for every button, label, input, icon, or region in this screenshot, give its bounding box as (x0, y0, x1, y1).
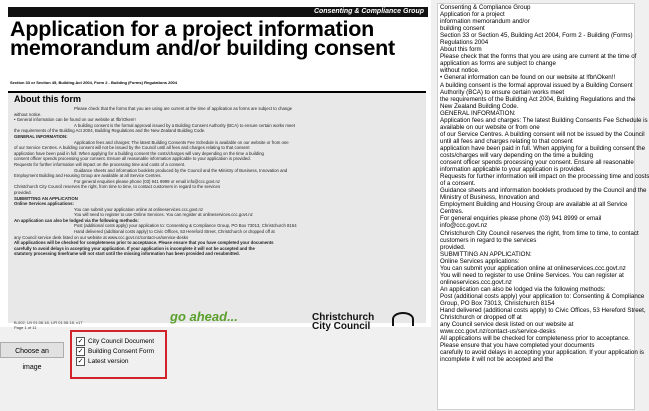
choose-image-button[interactable]: Choose an image (0, 342, 64, 358)
extracted-text-panel[interactable] (437, 3, 649, 410)
checkbox-row[interactable] (76, 346, 154, 356)
checkbox-label: Latest version (88, 357, 129, 365)
text-panel-line: Christchurch or dropped off at (440, 314, 522, 322)
text-panel-line: until all fees and charges relating to that consent (440, 137, 573, 145)
text-panel-line: Hand delivered (additional costs apply) to Civic Offices, 53 Hereford Street, (440, 307, 646, 315)
document-body-line: Online Services applications: (14, 201, 74, 207)
text-panel-line: Ministry of Business, Innovation and (440, 194, 540, 202)
text-panel-line: Employment Building and Housing Group are available at all Service (440, 201, 628, 209)
document-body-line: SUBMITTING AN APPLICATION (14, 195, 78, 201)
text-panel-line: Please ensure that you have completed your documents (440, 342, 595, 350)
footer-code (14, 320, 83, 330)
document-body-line: application have been paid in full. When applying for a building consent the costs/charges will vary depending on the time a building (14, 150, 264, 156)
document-body-line: Requests for further information will impact on the processing time and costs of a consent. (14, 161, 186, 167)
text-panel-line: of our Service Centres. A building consent will not be issued by the Council (440, 130, 645, 138)
document-body-line: A building consent is the formal approval issued by a Building Consent Authority (BCA) to ensure certain works meet (74, 122, 295, 128)
document-subtitle: Section 33 or Section 45, Building Act 2004, Form 2 - Building (Forms) Regulations 2004 (10, 80, 177, 85)
slogan: go ahead... (170, 309, 238, 324)
text-panel-line: available on our website or from one (440, 123, 540, 131)
text-panel-line: Application fees and charges: The latest Building Consents Fee Schedule is (440, 116, 648, 124)
text-panel-line: A building consent is the formal approval issued by a Building Consent (440, 81, 633, 89)
document-body-line: You will need to register to use Online Services. You can register at onlineservices.ccc.govt.nz (74, 212, 253, 218)
text-panel-line: the requirements of the Building Act 2004, Building Regulations and the (440, 95, 636, 103)
text-panel-line: For general enquiries please phone (03) 941 8999 or email (440, 215, 602, 223)
document-body-line: Guidance sheets and information booklets produced by the Council and the Ministry of Business, Innovation and (74, 167, 288, 173)
text-panel-line: of a consent. (440, 180, 476, 188)
classification-checkbox-group (70, 330, 167, 379)
text-panel-line: www.ccc.govt.nz/contact-us/service-desks (440, 328, 556, 336)
text-panel-line: carefully to avoid delays in accepting your application. If your application is (440, 349, 644, 357)
text-panel-line: Regulations 2004 (440, 39, 489, 47)
text-panel-line: customers in regard to the services (440, 236, 537, 244)
document-body-line: • General information can be found on our website at !fbr\Oken!! (14, 117, 136, 123)
text-panel-line: Application for a project (440, 11, 505, 19)
text-panel-line: onlineservices.ccc.govt.nz (440, 278, 512, 286)
text-panel-line: provided. (440, 243, 466, 251)
document-body-line: All applications will be checked for completeness prior to acceptance. Please ensure that you have completed your documents (14, 240, 274, 246)
checkbox[interactable] (76, 337, 85, 346)
text-panel-line: Group, PO Box 73013, Christchurch 8154 (440, 299, 555, 307)
council-name (312, 313, 374, 331)
document-body-line: An application can also be lodged via the following methods: (14, 217, 139, 223)
text-panel-line: Authority (BCA) to ensure certain works meet (440, 88, 565, 96)
document-body-line: Please check that the forms that you are using are current at the time of application as forms are subject to change (74, 106, 293, 111)
footer-page-text: Page 1 of 11 (14, 325, 37, 330)
document-title: Application for a project information memorandum and/or building consent (10, 17, 395, 60)
document-body-line: Post (additional costs apply) your application to: Consenting & Compliance Group, PO Box 73013, Christchurch 8154 (74, 223, 297, 229)
document-body-line: consent officer spends processing your consent. Ensure all reasonable information applicable to your application is provided. (14, 156, 251, 162)
text-panel-line: info@ccc.govt.nz (440, 222, 488, 230)
document-body-line: any Council service desk listed on our website at www.ccc.govt.nz/contact-us/service-desks (14, 234, 189, 240)
document-body-line: statutory processing timeframe will not start until the missing information has been provided and resubmitted. (14, 251, 240, 257)
council-name-line1: Christchurch (312, 312, 375, 323)
text-panel-line: application have been paid in full. When applying for a building consent the (440, 144, 646, 152)
about-heading: About this form (14, 94, 81, 104)
document-body-line: carefully to avoid delays in accepting your application. If your application is incomplete it will not be accepted and the (14, 245, 255, 251)
text-panel-line: building consent (440, 25, 485, 33)
text-panel-line: • General information can be found on our website at !fbr\Oken!! (440, 74, 616, 82)
document-body (14, 106, 422, 257)
text-panel-line: information memorandum and/or (440, 18, 530, 26)
text-panel-line: Post (additional costs apply) your application to: Consenting & Compliance (440, 292, 645, 300)
checkbox-row[interactable] (76, 356, 128, 366)
text-panel-line: consent officer spends processing your consent. Ensure all reasonable (440, 159, 634, 167)
document-body-line: Christchurch City Council reserves the right, from time to time, to contact customers in regard to the services (14, 184, 221, 190)
checkbox-label: Building Consent Form (88, 347, 155, 355)
text-panel-line: costs/charges will vary depending on the time a building (440, 151, 594, 159)
text-panel-line: Requests for further information will impact on the processing time and costs (440, 173, 649, 181)
text-panel-line: Consenting & Compliance Group (440, 4, 531, 11)
checkbox-label: City Council Document (88, 337, 155, 345)
document-body-line: of our Service Centres. A building consent will not be issued by the Council until all fees and charges relating to that consent (14, 145, 250, 151)
header-banner (8, 7, 428, 17)
document-body-line: provided. (14, 189, 32, 195)
document-body-line: For general enquiries please phone (03) 941 8999 or email info@ccc.govt.nz (74, 178, 221, 184)
document-body-line: You can submit your application online at onlineservices.ccc.govt.nz (74, 206, 204, 212)
checkbox[interactable] (76, 347, 85, 356)
footer-code-text: B-002, U/I 01.06.18, L/R 01.06.18, v17 (14, 320, 83, 325)
council-logo-icon (392, 312, 414, 326)
text-panel-line: application as forms are subject to change (440, 60, 556, 68)
document-body-line: Hand delivered (additional costs apply) to Civic Offices, 53 Hereford Street, Christchurch or dropped off at (74, 229, 275, 235)
header-banner-text: Consenting & Compliance Group (313, 8, 424, 15)
text-panel-line: Centres. (440, 208, 464, 216)
text-panel-line: About this form (440, 46, 482, 54)
checkmark-icon: ✓ (77, 347, 84, 355)
text-panel-line: Christchurch City Council reserves the right, from time to time, to contact (440, 229, 639, 237)
text-panel-line: Guidance sheets and information booklets produced by the Council and the (440, 187, 647, 195)
text-panel-line: without notice. (440, 67, 480, 75)
checkbox[interactable] (76, 357, 85, 366)
checkbox-row[interactable] (76, 336, 154, 346)
text-panel-line: GENERAL INFORMATION: (440, 109, 516, 117)
text-panel-line: incomplete it will not be accepted and the (440, 356, 554, 364)
text-panel-line: All applications will be checked for completeness prior to acceptance. (440, 335, 630, 343)
document-body-line: without notice. (14, 111, 42, 117)
document-body-line: the requirements of the Building Act 2004, Building Regulations and the New Zealand Building Code. (14, 128, 206, 134)
text-panel-line: information applicable to your application is provided. (440, 166, 586, 174)
document-body-line: Employment Building and Housing Group are available at all Service Centres. (14, 173, 162, 179)
checkmark-icon: ✓ (77, 357, 84, 365)
document-body-line: Application fees and charges: The latest Building Consents Fee Schedule is available on our website or from one (74, 139, 289, 145)
text-panel-line: New Zealand Building Code. (440, 102, 519, 110)
council-name-line2: City Council (312, 321, 371, 332)
text-panel-line: any Council service desk listed on our website at (440, 321, 574, 329)
text-panel-line: An application can also be lodged via the following methods: (440, 285, 606, 293)
text-panel-line: You will need to register to use Online Services. You can register at (440, 271, 624, 279)
text-panel-line: You can submit your application online at onlineservices.ccc.govt.nz (440, 264, 626, 272)
text-panel-line: Online Services applications: (440, 257, 520, 265)
text-panel-line: Section 33 or Section 45, Building Act 2004, Form 2 - Building (Forms) (440, 32, 633, 40)
document-body-line: GENERAL INFORMATION: (14, 133, 68, 139)
text-panel-line: SUBMITTING AN APPLICATION: (440, 250, 532, 258)
checkmark-icon: ✓ (77, 337, 84, 345)
text-panel-line: Please check that the forms that you are using are current at the time of (440, 53, 637, 61)
